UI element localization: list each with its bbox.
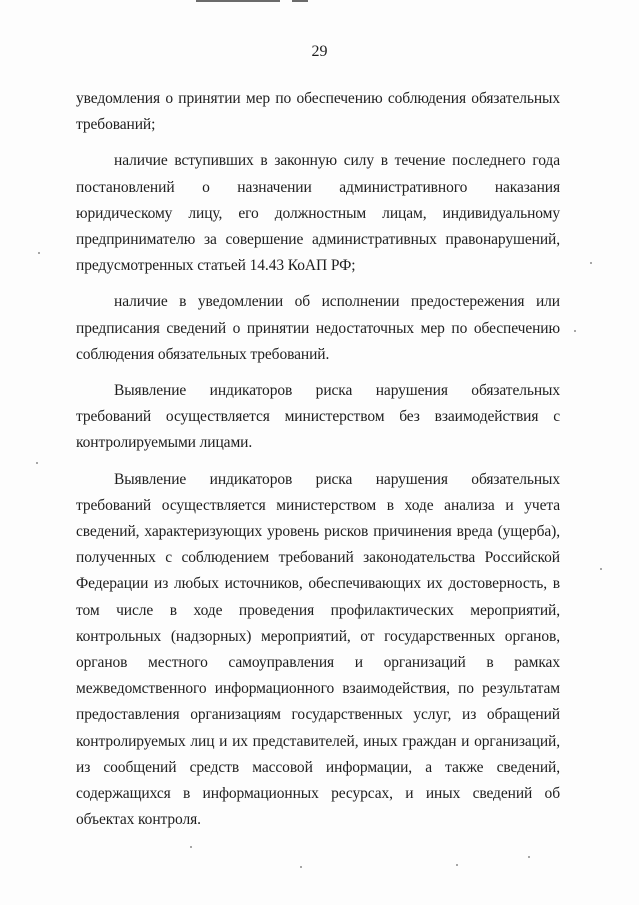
scan-speck bbox=[590, 262, 592, 264]
paragraph-continuation: уведомления о принятии мер по обеспечению соблюдения обязательных требований; bbox=[76, 90, 560, 134]
scan-speck bbox=[38, 252, 40, 254]
scan-speck bbox=[300, 866, 302, 868]
scan-edge-mark bbox=[196, 0, 280, 2]
scan-speck bbox=[36, 462, 38, 464]
scan-speck bbox=[574, 330, 576, 332]
paragraph-warning-indicator: наличие в уведомлении об исполнении предостережения или предписания сведений о принятии недостаточных мер по обеспечению соблюдения обязательных требований. bbox=[76, 293, 560, 363]
scan-speck bbox=[190, 846, 192, 848]
scan-edge-mark bbox=[292, 0, 308, 2]
scan-speck bbox=[600, 568, 602, 570]
page-number: 29 bbox=[311, 43, 328, 60]
paragraph-penalty-indicator: наличие вступивших в законную силу в течение последнего года постановлений о назначении административного наказания юридическому лицу, его должностным лицам, индивидуальному предпринимателю за совершение административных правонарушений, предусмотренных статьей 14.43 КоАП РФ; bbox=[76, 152, 560, 275]
document-body bbox=[76, 86, 560, 833]
paragraph-no-interaction: Выявление индикаторов риска нарушения обязательных требований осуществляется министерством без взаимодействия с контролируемыми лицами. bbox=[76, 382, 560, 452]
scan-speck bbox=[456, 864, 458, 866]
paragraph-risk-analysis: Выявление индикаторов риска нарушения обязательных требований осуществляется министерством в ходе анализа и учета сведений, характеризующих уровень рисков причинения вреда (ущерба), полученных с соблюдением требований законодательства Российской Федерации из любых источников, обеспечивающих их достоверность, в том числе в ходе проведения профилактических мероприятий, контрольных (надзорных) мероприятий, от государственных органов, органов местного самоуправления и организаций в рамках межведомственного информационного взаимодействия, по результатам предоставления организациям государственных услуг, из обращений контролируемых лиц и их представителей, иных граждан и организаций, из сообщений средств массовой информации, а также сведений, содержащихся в информационных ресурсах, и иных сведений об объектах контроля. bbox=[76, 470, 560, 829]
scan-speck bbox=[528, 856, 530, 858]
